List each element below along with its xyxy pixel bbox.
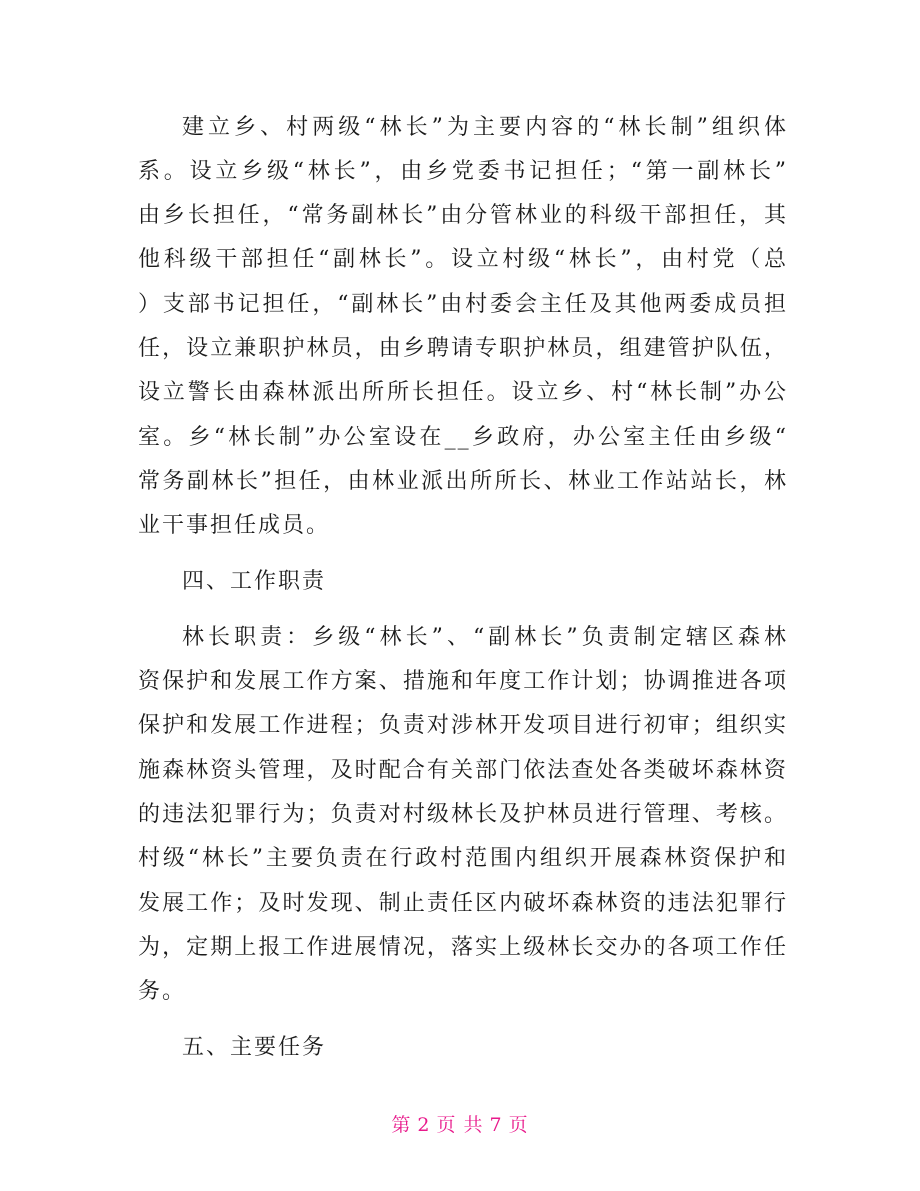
total-page-number: 7 [489, 1114, 503, 1136]
footer-middle: 页 共 [436, 1114, 484, 1136]
text-line: 建立乡、村两级“林长”为主要内容的“林长制”组织体 [182, 115, 788, 140]
current-page-number: 2 [417, 1114, 431, 1136]
page-footer [0, 1110, 920, 1137]
text-line: 务。 [138, 979, 187, 1004]
text-line: 常务副林长”担任，由林业派出所所长、林业工作站站长，林 [138, 469, 788, 494]
text-line: 为，定期上报工作进展情况，落实上级林长交办的各项工作任 [138, 935, 788, 960]
text-line: 保护和发展工作进程；负责对涉林开发项目进行初审；组织实 [138, 713, 788, 738]
text-line: 由乡长担任，“常务副林长”由分管林业的科级干部担任，其 [138, 203, 788, 228]
section-heading: 四、工作职责 [182, 569, 327, 594]
text-line: 任，设立兼职护林员，由乡聘请专职护林员，组建管护队伍， [138, 336, 788, 361]
text-line: 林长职责：乡级“林长”、“副林长”负责制定辖区森林 [182, 625, 788, 650]
text-line: 资保护和发展工作方案、措施和年度工作计划；协调推进各项 [138, 669, 788, 694]
section-heading: 五、主要任务 [182, 1035, 327, 1060]
text-line: 他科级干部担任“副林长”。设立村级“林长”，由村党（总 [138, 247, 788, 272]
footer-prefix: 第 [391, 1114, 412, 1136]
text-line: 设立警长由森林派出所所长担任。设立乡、村“林长制”办公 [138, 380, 788, 405]
text-line: 室。乡“林长制”办公室设在__乡政府，办公室主任由乡级“ [138, 425, 788, 450]
text-line: 业干事担任成员。 [138, 513, 331, 538]
text-line: 系。设立乡级“林长”，由乡党委书记担任；“第一副林长” [138, 159, 788, 184]
text-line: 的违法犯罪行为；负责对村级林长及护林员进行管理、考核。 [138, 802, 788, 827]
text-line: 村级“林长”主要负责在行政村范围内组织开展森林资保护和 [138, 846, 788, 871]
footer-suffix: 页 [508, 1114, 529, 1136]
text-line: 施森林资头管理，及时配合有关部门依法查处各类破坏森林资 [138, 758, 788, 783]
text-line: 发展工作；及时发现、制止责任区内破坏森林资的违法犯罪行 [138, 891, 788, 916]
text-line: ）支部书记担任，“副林长”由村委会主任及其他两委成员担 [138, 292, 788, 317]
